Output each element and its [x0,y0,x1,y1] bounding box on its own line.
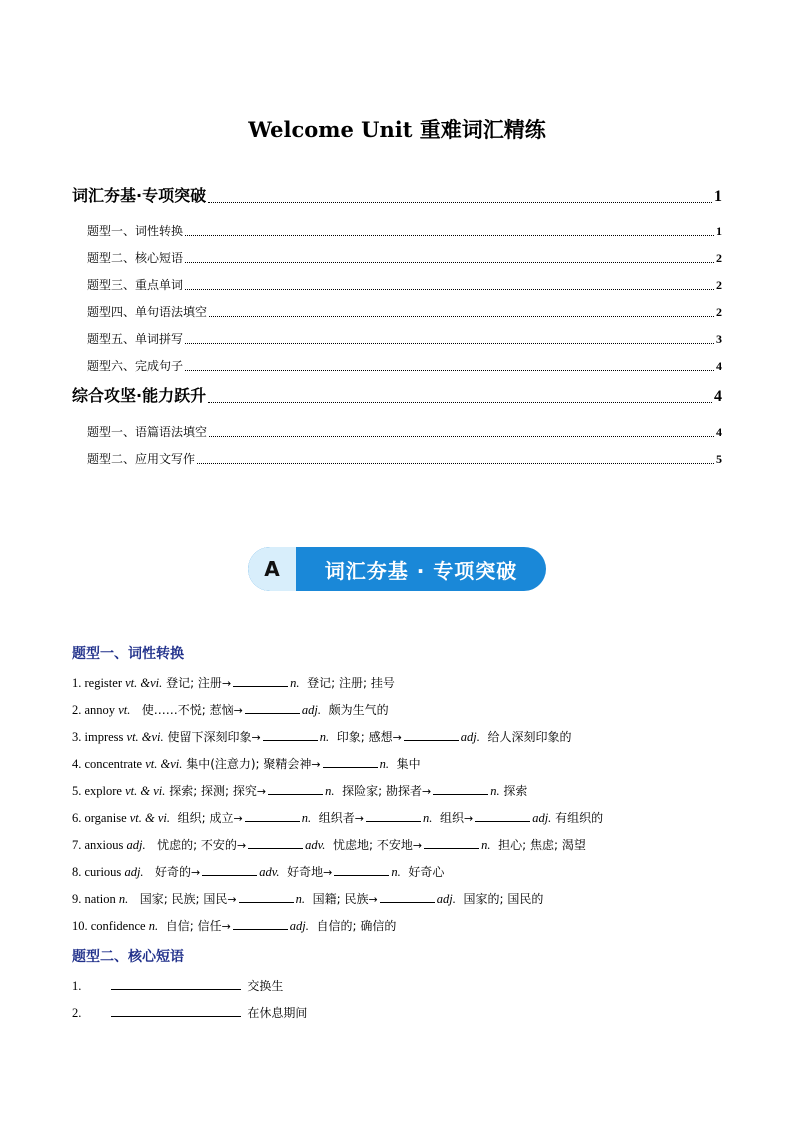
arrow-icon: → [463,812,474,825]
meaning-text: 登记; 注册 [162,676,222,690]
answer-blank[interactable] [233,918,288,930]
phrase-line [72,977,283,994]
meaning-text: 组织者 [311,811,355,825]
meaning-text: 忧虑的; 不安的 [145,838,237,852]
answer-blank[interactable] [366,810,421,822]
exercise-line [72,863,444,880]
answer-blank[interactable] [245,702,300,714]
arrow-icon: → [354,812,364,825]
part-of-speech: n. [391,865,401,879]
meaning-text: 国家的; 国民的 [455,892,544,906]
answer-blank[interactable] [263,729,318,741]
toc-entry-page: 2 [716,278,722,292]
part-of-speech: n. [422,811,433,825]
meaning-text: 探索; 探测; 探究 [165,784,257,798]
part-of-speech: vt. &vi. [145,757,183,771]
arrow-icon: → [368,893,378,906]
arrow-icon: → [422,785,432,798]
toc-entry[interactable] [0,219,794,239]
meaning-text: 自信; 信任 [158,919,222,933]
toc-entry-page: 1 [716,224,722,238]
word-text: 7. anxious [72,838,127,852]
part-of-speech: n. [301,811,312,825]
toc-entry-label: 题型二、应用文写作 [87,452,196,466]
exercise-line [72,782,527,799]
toc-entry-label: 综合攻坚·能力跃升 [72,386,207,405]
toc-entry[interactable] [0,420,794,440]
toc-entry-label: 题型五、单词拼写 [87,332,184,346]
arrow-icon: → [221,920,231,933]
toc-entry-page: 4 [714,388,722,405]
toc-leader-dots [209,316,714,317]
word-text: 4. concentrate [72,757,146,771]
meaning-text: 探索 [499,784,528,798]
toc-entry[interactable] [0,386,794,406]
banner-badge: A [248,547,296,591]
word-text: 2. annoy [72,703,119,717]
word-text: 6. organise [72,811,130,825]
answer-blank[interactable] [323,756,378,768]
part-of-speech: n. [148,919,159,933]
answer-blank[interactable] [424,837,479,849]
part-of-speech: vt. [118,703,131,717]
answer-blank[interactable] [268,783,323,795]
meaning-text: 组织 [432,811,464,825]
arrow-icon: → [227,893,237,906]
part-of-speech: n. [481,838,491,852]
toc-leader-dots [185,262,714,263]
answer-blank[interactable] [404,729,459,741]
part-of-speech: adj. [126,838,146,852]
word-text: 10. confidence [72,919,149,933]
toc-entry[interactable] [0,246,794,266]
arrow-icon: → [233,812,243,825]
toc-entry-label: 题型三、重点单词 [87,278,184,292]
document-title: Welcome Unit 重难词汇精练 [248,117,546,142]
meaning-text: 忧虑地; 不安地 [325,838,413,852]
toc-entry[interactable] [0,300,794,320]
toc-entry-label: 题型二、核心短语 [87,251,184,265]
part-of-speech: n. [490,784,500,798]
meaning-text: 使……不悦; 惹恼 [130,703,234,717]
section-banner [248,547,546,591]
meaning-text: 组织; 成立 [170,811,234,825]
meaning-text: 印象; 感想 [329,730,393,744]
word-text: 3. impress [72,730,127,744]
exercise-line [72,755,421,772]
part-of-speech: adj. [436,892,456,906]
toc-entry-page: 5 [716,452,722,466]
answer-blank[interactable] [245,810,300,822]
toc-entry[interactable] [0,447,794,467]
toc-leader-dots [208,402,712,403]
part-of-speech: adj. [460,730,480,744]
meaning-text: 给人深刻印象的 [479,730,572,744]
part-of-speech: n. [290,676,300,690]
arrow-icon: → [221,677,232,690]
toc-entry-page: 4 [716,425,722,439]
toc-leader-dots [185,235,714,236]
answer-blank[interactable] [111,1005,241,1017]
toc-leader-dots [208,202,712,203]
arrow-icon: → [251,731,261,744]
exercise-line [72,836,586,853]
toc-leader-dots [185,289,714,290]
exercise-line [72,890,543,907]
part-of-speech: adv. [259,865,280,879]
meaning-text: 担心; 焦虑; 渴望 [490,838,586,852]
part-of-speech: n. [379,757,390,771]
part-of-speech: n. [325,784,335,798]
part-of-speech: n. [295,892,306,906]
meaning-text: 探险家; 勘探者 [334,784,422,798]
arrow-icon: → [236,839,247,852]
meaning-text: 有组织的 [551,811,604,825]
word-text: 9. nation [72,892,119,906]
arrow-icon: → [323,866,333,879]
phrase-meaning: 交换生 [247,979,284,993]
arrow-icon: → [256,785,267,798]
exercise-line [72,809,603,826]
toc-entry-label: 词汇夯基·专项突破 [72,186,207,205]
meaning-text: 国籍; 民族 [305,892,369,906]
meaning-text: 自信的; 确信的 [308,919,397,933]
part-of-speech: adj. [301,703,321,717]
arrow-icon: → [191,866,201,879]
meaning-text: 集中 [389,757,421,771]
arrow-icon: → [412,839,423,852]
meaning-text: 好奇心 [400,865,445,879]
toc-leader-dots [197,463,714,464]
arrow-icon: → [392,731,402,744]
phrase-number: 1. [72,979,82,993]
word-text: 8. curious [72,865,125,879]
toc-entry-page: 1 [714,188,722,205]
toc-entry-label: 题型一、语篇语法填空 [87,425,208,439]
toc-leader-dots [185,343,714,344]
part-of-speech: vt. &vi. [125,676,163,690]
part-of-speech: vt. &vi. [126,730,164,744]
answer-blank[interactable] [334,864,389,876]
phrase-meaning: 在休息期间 [247,1006,308,1020]
exercise-line [72,917,396,934]
toc-entry-label: 题型六、完成句子 [87,359,184,373]
meaning-text: 国家; 民族; 国民 [128,892,228,906]
part-of-speech: adj. [532,811,552,825]
toc-entry[interactable] [0,273,794,293]
toc-leader-dots [185,370,714,371]
part-of-speech: vt. & vi. [125,784,166,798]
banner-title: 词汇夯基 · 专项突破 [324,558,518,583]
exercise-line [72,728,572,745]
toc-entry-label: 题型一、词性转换 [87,224,184,238]
toc-entry-page: 2 [716,305,722,319]
toc-entry-page: 2 [716,251,722,265]
toc-entry[interactable] [0,354,794,374]
toc-entry-page: 4 [716,359,722,373]
meaning-text: 好奇地 [279,865,324,879]
meaning-text: 登记; 注册; 挂号 [299,676,395,690]
word-text: 1. register [72,676,126,690]
toc-entry-label: 题型四、单句语法填空 [87,305,208,319]
phrase-number: 2. [72,1006,82,1020]
arrow-icon: → [233,704,243,717]
part-of-speech: adj. [289,919,309,933]
toc-entry[interactable] [0,327,794,347]
part-of-speech: vt. & vi. [129,811,171,825]
answer-blank[interactable] [239,891,294,903]
toc-leader-dots [209,436,714,437]
toc-entry-page: 3 [716,332,722,346]
meaning-text: 好奇的 [143,865,191,879]
answer-blank[interactable] [380,891,435,903]
arrow-icon: → [311,758,321,771]
part-of-speech: adv. [305,838,326,852]
answer-blank[interactable] [111,978,241,990]
answer-blank[interactable] [202,864,257,876]
toc-entry[interactable] [0,186,794,206]
answer-blank[interactable] [233,675,288,687]
part-of-speech: n. [319,730,330,744]
section-heading-word-forms: 题型一、词性转换 [72,646,184,662]
exercise-line [72,701,389,718]
answer-blank[interactable] [248,837,303,849]
answer-blank[interactable] [475,810,530,822]
meaning-text: 颇为生气的 [320,703,389,717]
exercise-line [72,674,395,691]
part-of-speech: n. [118,892,129,906]
meaning-text: 使留下深刻印象 [163,730,252,744]
meaning-text: 集中(注意力); 聚精会神 [182,757,312,771]
answer-blank[interactable] [433,783,488,795]
section-heading-phrases: 题型二、核心短语 [72,949,184,965]
word-text: 5. explore [72,784,126,798]
phrase-line [72,1004,307,1021]
part-of-speech: adj. [124,865,144,879]
